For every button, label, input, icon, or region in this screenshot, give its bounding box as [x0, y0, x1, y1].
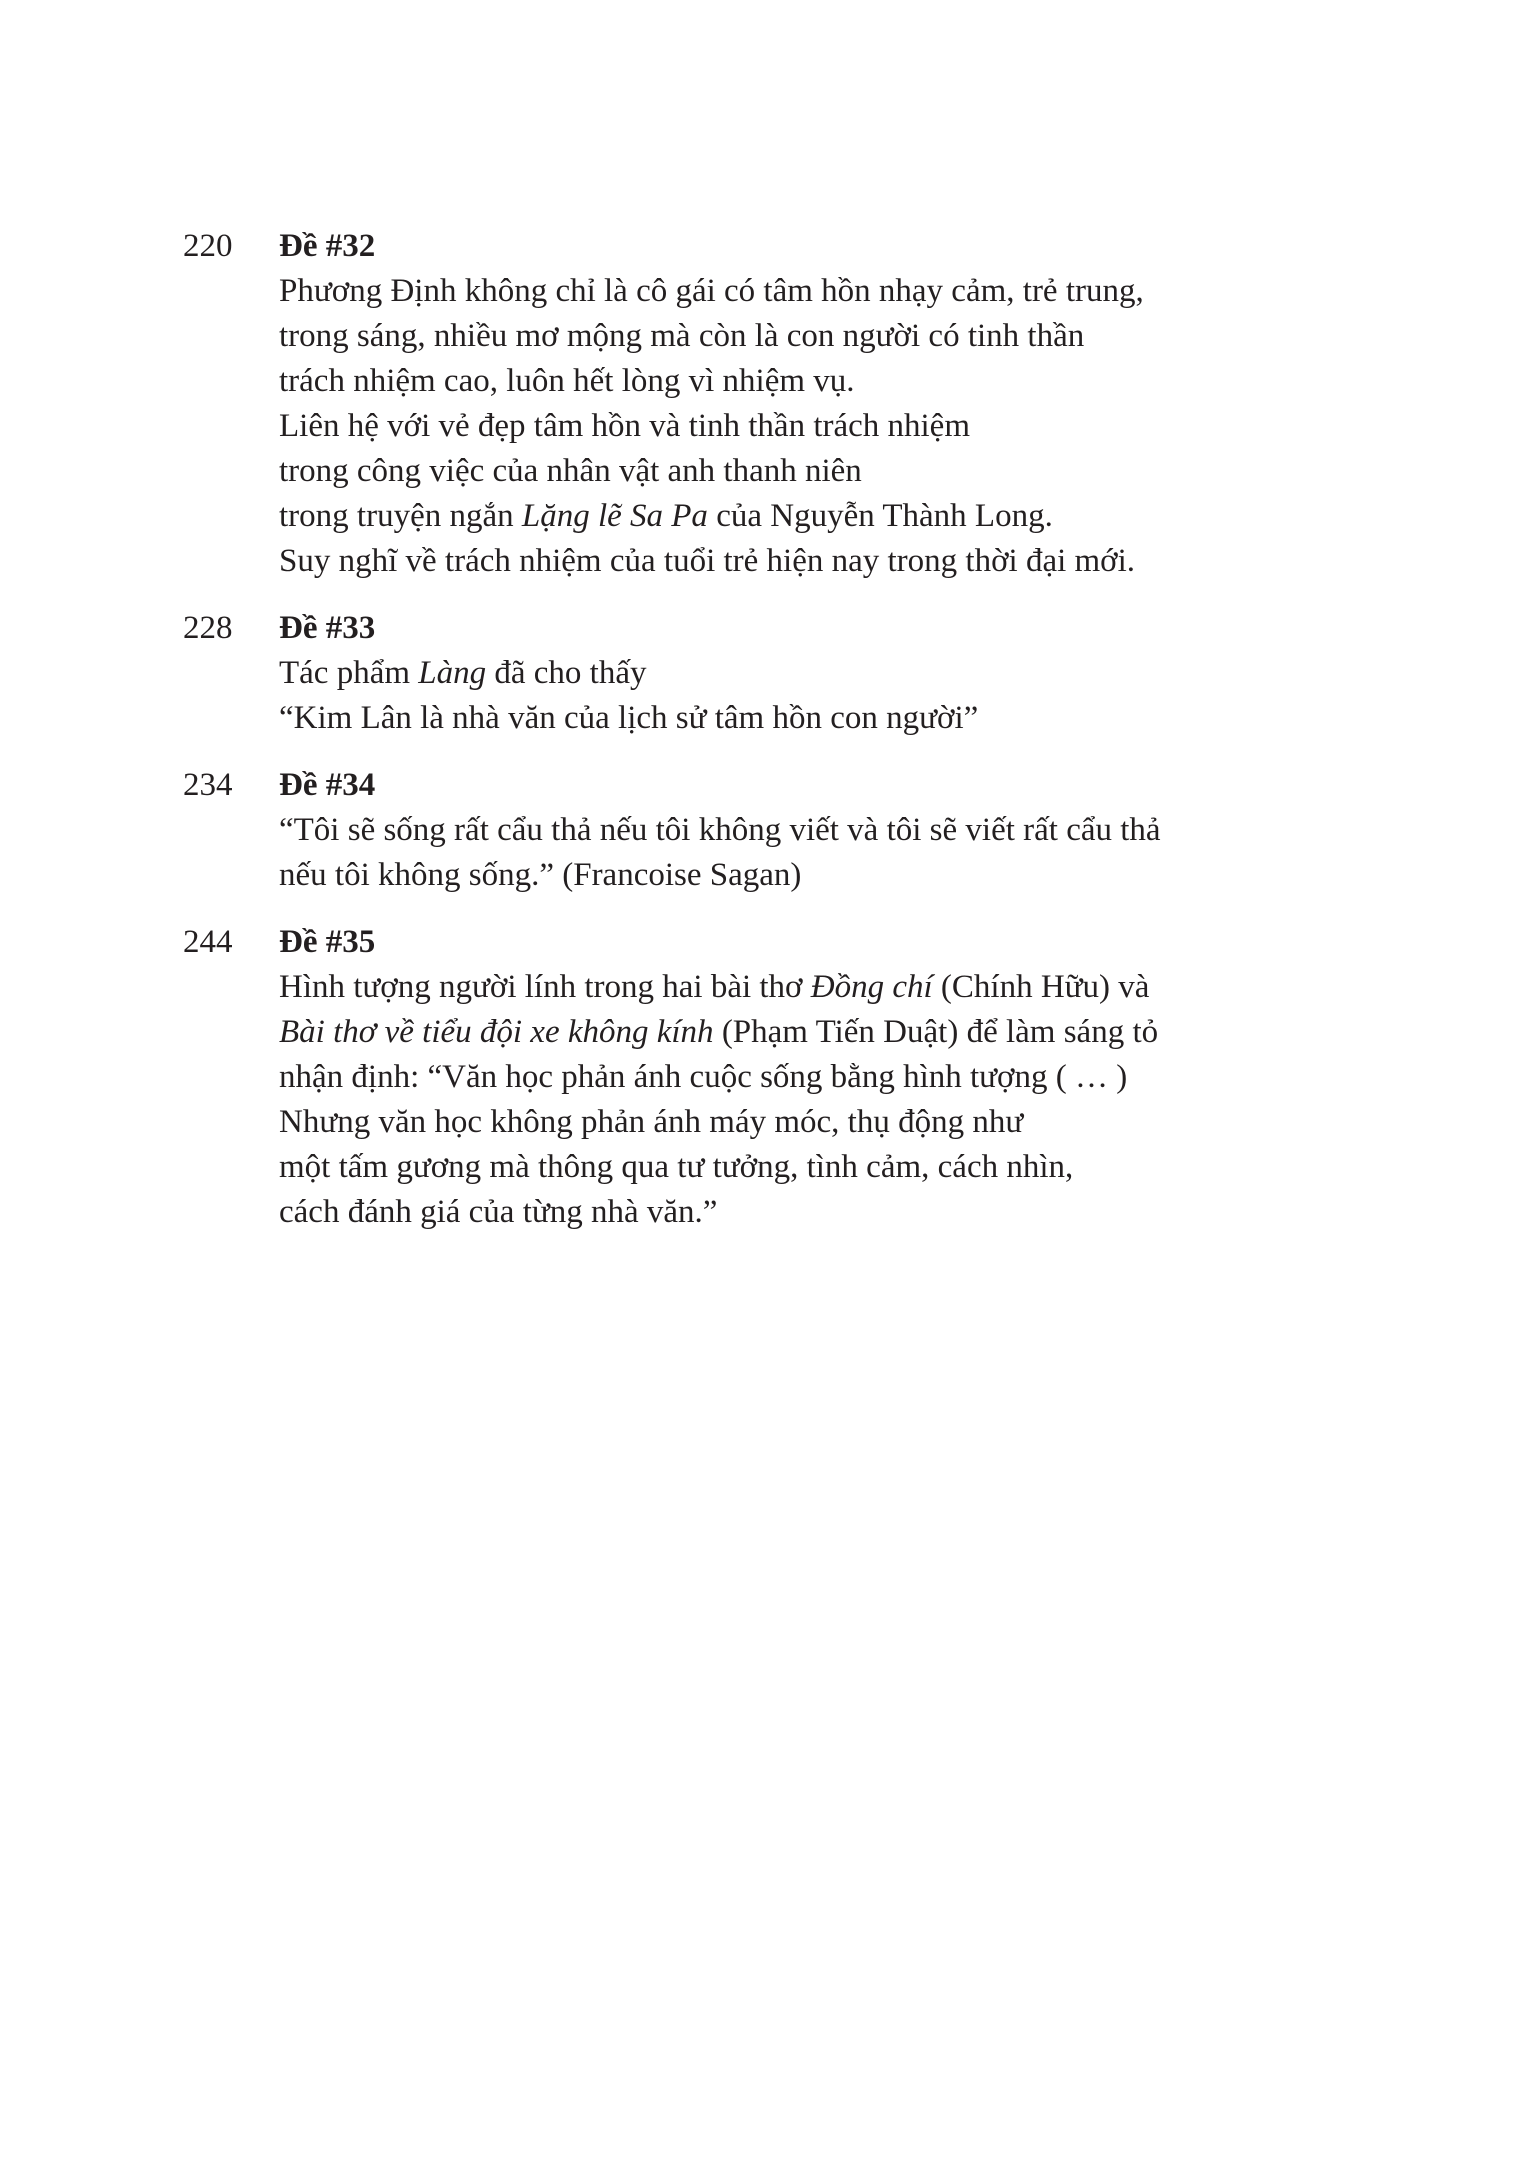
- line-text: nếu tôi không sống.” (Francoise Sagan): [279, 857, 802, 893]
- line-text: Tác phẩm: [279, 655, 419, 691]
- entry-line: [279, 269, 1303, 314]
- line-text: “Tôi sẽ sống rất cẩu thả nếu tôi không viết và tôi sẽ viết rất cẩu thả: [279, 812, 1161, 848]
- entry-line: [279, 696, 1303, 741]
- entry-line: [279, 1010, 1303, 1055]
- work-title: Lặng lẽ Sa Pa: [521, 498, 708, 534]
- entry-line: [279, 1190, 1303, 1235]
- entry-line: [279, 494, 1303, 539]
- line-text: đã cho thấy: [486, 655, 647, 691]
- entry-line: [279, 359, 1303, 404]
- entry-line: [279, 1145, 1303, 1190]
- page-number: 244: [183, 924, 233, 960]
- entry-body: [279, 920, 1303, 1235]
- line-text: Nhưng văn học không phản ánh máy móc, thụ động như: [279, 1104, 1024, 1140]
- entry-line: [279, 651, 1303, 696]
- line-text: (Chính Hữu) và: [932, 969, 1150, 1005]
- line-text: (Phạm Tiến Duật) để làm sáng tỏ: [713, 1014, 1159, 1050]
- entry-body: [279, 224, 1303, 584]
- entry-line: [279, 808, 1303, 853]
- line-text: Liên hệ với vẻ đẹp tâm hồn và tinh thần trách nhiệm: [279, 408, 971, 444]
- page-number: 220: [183, 228, 233, 264]
- entry-line: [279, 1100, 1303, 1145]
- line-text: một tấm gương mà thông qua tư tưởng, tình cảm, cách nhìn,: [279, 1149, 1074, 1185]
- entry-line: [279, 853, 1303, 898]
- entry-line: [279, 404, 1303, 449]
- line-text: Phương Định không chỉ là cô gái có tâm hồn nhạy cảm, trẻ trung,: [279, 273, 1144, 309]
- work-title: Làng: [418, 655, 487, 691]
- entry-line: [279, 965, 1303, 1010]
- entry-heading: Đề #33: [279, 610, 376, 646]
- work-title: Bài thơ về tiểu đội xe không kính: [279, 1014, 714, 1050]
- line-text: nhận định: “Văn học phản ánh cuộc sống bằng hình tượng ( … ): [279, 1059, 1128, 1095]
- table-of-contents: [183, 224, 1303, 1257]
- line-text: trong truyện ngắn: [279, 498, 522, 534]
- line-text: trách nhiệm cao, luôn hết lòng vì nhiệm vụ.: [279, 363, 855, 399]
- line-text: của Nguyễn Thành Long.: [707, 498, 1053, 534]
- line-text: Suy nghĩ về trách nhiệm của tuổi trẻ hiện nay trong thời đại mới.: [279, 543, 1136, 579]
- page-number: 228: [183, 610, 233, 646]
- entry-line: [279, 314, 1303, 359]
- entry-heading: Đề #35: [279, 924, 376, 960]
- line-text: trong sáng, nhiều mơ mộng mà còn là con người có tinh thần: [279, 318, 1085, 354]
- entry-line: [279, 449, 1303, 494]
- entry-heading: Đề #32: [279, 228, 376, 264]
- entry-body: [279, 763, 1303, 898]
- line-text: cách đánh giá của từng nhà văn.”: [279, 1194, 718, 1230]
- entry-line: [279, 1055, 1303, 1100]
- entry-heading: Đề #34: [279, 767, 376, 803]
- entry-body: [279, 606, 1303, 741]
- page-number: 234: [183, 767, 233, 803]
- line-text: Hình tượng người lính trong hai bài thơ: [279, 969, 811, 1005]
- line-text: trong công việc của nhân vật anh thanh niên: [279, 453, 862, 489]
- toc-entry-35: [183, 920, 1303, 1235]
- toc-entry-33: [183, 606, 1303, 741]
- toc-entry-32: [183, 224, 1303, 584]
- line-text: “Kim Lân là nhà văn của lịch sử tâm hồn con người”: [279, 700, 979, 736]
- work-title: Đồng chí: [810, 969, 933, 1005]
- entry-line: [279, 539, 1303, 584]
- toc-entry-34: [183, 763, 1303, 898]
